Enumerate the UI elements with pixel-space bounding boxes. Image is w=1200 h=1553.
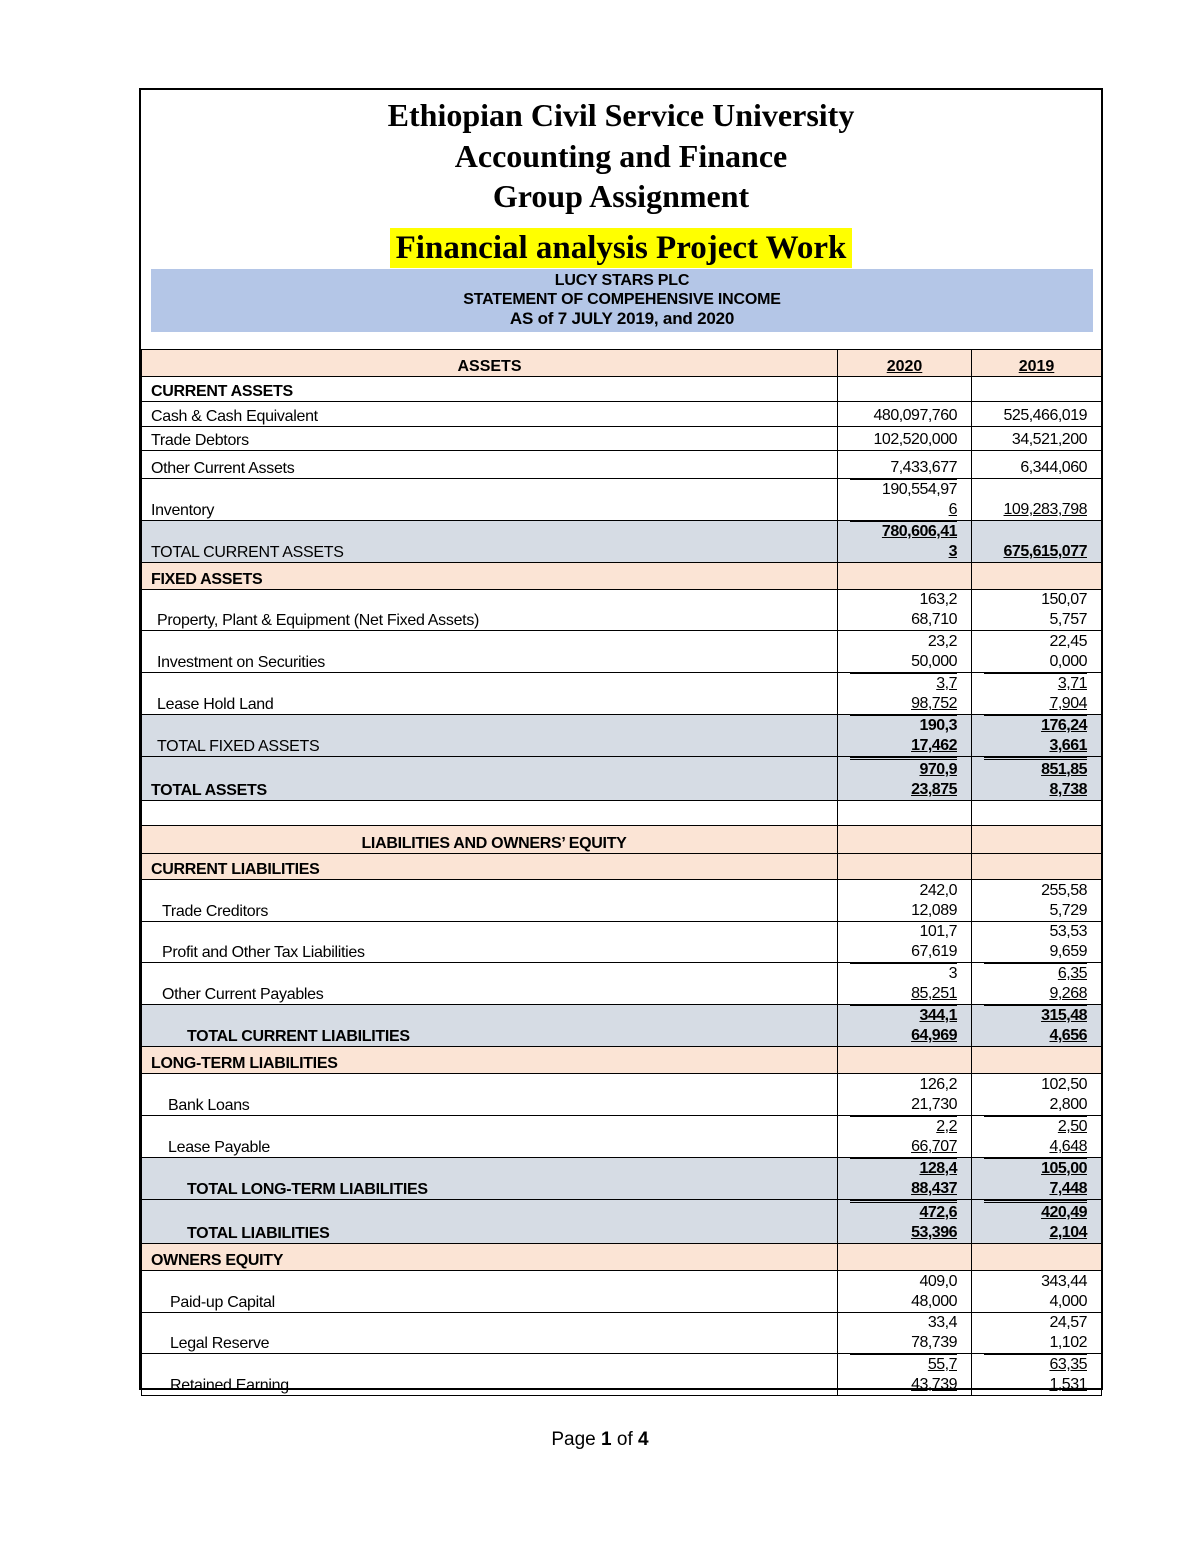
value-2019: 675,615,077 xyxy=(972,521,1102,563)
value-part: 6 xyxy=(948,501,957,518)
value-2020 xyxy=(838,631,972,673)
value-part: 3,7 xyxy=(850,673,957,694)
value-part: 12,089 xyxy=(911,902,957,919)
value-part: 23,875 xyxy=(911,781,957,798)
year-2020-header: 2020 xyxy=(838,350,972,377)
balance-sheet-frame xyxy=(139,88,1103,1394)
project-title: Financial analysis Project Work xyxy=(390,228,853,268)
statement-name: STATEMENT OF COMPEHENSIVE INCOME xyxy=(463,291,781,308)
value-part: 7,448 xyxy=(1049,1180,1087,1197)
value-2019 xyxy=(972,757,1102,801)
value-part: 53,53 xyxy=(1049,923,1087,940)
value-part: 0,000 xyxy=(1049,653,1087,670)
row-label: Legal Reserve xyxy=(142,1313,838,1354)
value-part: 344,1 xyxy=(850,1005,957,1026)
value-part: 50,000 xyxy=(911,653,957,670)
value-part: 163,2 xyxy=(919,591,957,608)
value-part: 126,2 xyxy=(919,1076,957,1093)
row-label: TOTAL LIABILITIES xyxy=(142,1200,838,1244)
value-2019 xyxy=(972,1158,1102,1200)
value-part: 150,07 xyxy=(1041,591,1087,608)
table-row xyxy=(142,563,1102,590)
row-label: Bank Loans xyxy=(142,1074,838,1116)
value-part: 3,71 xyxy=(984,673,1087,694)
value-part: 63,35 xyxy=(984,1354,1087,1375)
value-2020 xyxy=(838,521,972,563)
value-2019: 525,466,019 xyxy=(972,402,1102,427)
value-2020 xyxy=(838,1271,972,1313)
value-2019 xyxy=(972,673,1102,715)
value-part: 343,44 xyxy=(1041,1273,1087,1290)
table-row xyxy=(142,801,1102,826)
assignment-title: Group Assignment xyxy=(492,178,750,214)
value-2020 xyxy=(838,880,972,922)
row-label: Property, Plant & Equipment (Net Fixed Assets) xyxy=(142,590,838,631)
value-2019: 109,283,798 xyxy=(972,479,1102,521)
value-2019 xyxy=(972,880,1102,922)
value-part: 4,648 xyxy=(1049,1138,1087,1155)
value-part: 1,531 xyxy=(1049,1376,1087,1393)
statement-banner xyxy=(151,269,1093,332)
value-part: 88,437 xyxy=(911,1180,957,1197)
value-2019 xyxy=(972,1271,1102,1313)
table-row xyxy=(142,377,1102,402)
value-part: 3 xyxy=(850,963,957,984)
table-row xyxy=(142,451,1102,479)
value-2020 xyxy=(838,1313,972,1354)
row-label: TOTAL LONG-TERM LIABILITIES xyxy=(142,1158,838,1200)
value-part: 2,50 xyxy=(984,1116,1087,1137)
value-part: 33,4 xyxy=(927,1314,957,1331)
row-label: TOTAL ASSETS xyxy=(142,757,838,801)
page-word: Page xyxy=(551,1429,596,1450)
department-title: Accounting and Finance xyxy=(454,138,788,174)
value-part: 5,757 xyxy=(1049,611,1087,628)
long-term-liabilities-title: LONG-TERM LIABILITIES xyxy=(142,1047,838,1074)
value-2019: 34,521,200 xyxy=(972,427,1102,451)
table-row xyxy=(142,1047,1102,1074)
row-label: TOTAL CURRENT LIABILITIES xyxy=(142,1005,838,1047)
value-part: 420,49 xyxy=(984,1200,1087,1223)
value-part: 24,57 xyxy=(1049,1314,1087,1331)
value-part: 102,50 xyxy=(1041,1076,1087,1093)
value-2019 xyxy=(972,922,1102,963)
value-part: 68,710 xyxy=(911,611,957,628)
value-part: 48,000 xyxy=(911,1293,957,1310)
value-2020 xyxy=(838,479,972,521)
value-part: 2,800 xyxy=(1049,1096,1087,1113)
value-part: 8,738 xyxy=(1049,781,1087,798)
value-2020 xyxy=(838,715,972,757)
table-row xyxy=(142,521,1102,563)
table-row xyxy=(142,631,1102,673)
value-part: 9,268 xyxy=(1049,985,1087,1002)
value-2020 xyxy=(838,590,972,631)
row-label: Lease Payable xyxy=(142,1116,838,1158)
owners-equity-title: OWNERS EQUITY xyxy=(142,1244,838,1271)
value-2020 xyxy=(838,1354,972,1396)
value-part: 315,48 xyxy=(984,1005,1087,1026)
value-2019 xyxy=(972,1354,1102,1396)
value-2020 xyxy=(838,1116,972,1158)
company-name: LUCY STARS PLC xyxy=(554,272,690,289)
value-part: 98,752 xyxy=(911,695,957,712)
document-header xyxy=(141,90,1101,347)
value-part: 22,45 xyxy=(1049,633,1087,650)
value-part: 21,730 xyxy=(911,1096,957,1113)
value-part: 780,606,41 xyxy=(850,521,957,542)
value-part: 55,7 xyxy=(850,1354,957,1375)
row-label: TOTAL CURRENT ASSETS xyxy=(142,521,838,563)
row-label: Other Current Assets xyxy=(142,451,838,479)
table-row xyxy=(142,427,1102,451)
row-label: Retained Earning xyxy=(142,1354,838,1396)
value-2019 xyxy=(972,1200,1102,1244)
value-part: 4,656 xyxy=(1049,1027,1087,1044)
value-part: 7,904 xyxy=(1049,695,1087,712)
current-liabilities-title: CURRENT LIABILITIES xyxy=(142,854,838,880)
statement-date: AS of 7 JULY 2019, and 2020 xyxy=(509,309,735,328)
table-header-row xyxy=(142,350,1102,377)
row-label: TOTAL FIXED ASSETS xyxy=(142,715,838,757)
value-2020 xyxy=(838,673,972,715)
table-row xyxy=(142,402,1102,427)
fixed-assets-title: FIXED ASSETS xyxy=(142,563,838,590)
value-2019 xyxy=(972,1313,1102,1354)
value-part: 409,0 xyxy=(919,1273,957,1290)
value-part: 190,3 xyxy=(850,715,957,736)
table-row xyxy=(142,1313,1102,1354)
value-part: 472,6 xyxy=(850,1200,957,1223)
value-part: 255,58 xyxy=(1041,882,1087,899)
value-part: 4,000 xyxy=(1049,1293,1087,1310)
value-2020: 102,520,000 xyxy=(838,427,972,451)
value-part: 970,9 xyxy=(850,757,957,780)
value-part: 242,0 xyxy=(919,882,957,899)
value-part: 6,35 xyxy=(984,963,1087,984)
value-2020: 7,433,677 xyxy=(838,451,972,479)
value-part: 17,462 xyxy=(911,737,957,754)
row-label: Profit and Other Tax Liabilities xyxy=(142,922,838,963)
table-row xyxy=(142,715,1102,757)
value-2020 xyxy=(838,963,972,1005)
page-number: 1 xyxy=(601,1429,612,1450)
table-row xyxy=(142,963,1102,1005)
of-word: of xyxy=(616,1429,633,1450)
value-part: 85,251 xyxy=(911,985,957,1002)
project-title-wrap xyxy=(141,228,1101,268)
current-assets-title: CURRENT ASSETS xyxy=(142,377,838,402)
row-label: Trade Creditors xyxy=(142,880,838,922)
value-part: 5,729 xyxy=(1049,902,1087,919)
value-2019 xyxy=(972,590,1102,631)
value-2020 xyxy=(838,1074,972,1116)
value-part: 851,85 xyxy=(984,757,1087,780)
page-footer xyxy=(0,1429,1200,1451)
value-2020 xyxy=(838,922,972,963)
table-row xyxy=(142,673,1102,715)
value-part: 9,659 xyxy=(1049,943,1087,960)
value-2020 xyxy=(838,1158,972,1200)
value-part: 78,739 xyxy=(911,1334,957,1351)
value-part: 128,4 xyxy=(850,1158,957,1179)
row-label: Lease Hold Land xyxy=(142,673,838,715)
value-part: 43,739 xyxy=(911,1376,957,1393)
table-row xyxy=(142,757,1102,801)
row-label: Cash & Cash Equivalent xyxy=(142,402,838,427)
value-part: 2,2 xyxy=(850,1116,957,1137)
value-part: 105,00 xyxy=(984,1158,1087,1179)
value-part: 3,661 xyxy=(1049,737,1087,754)
table-row xyxy=(142,1158,1102,1200)
year-2019-header: 2019 xyxy=(972,350,1102,377)
value-2019 xyxy=(972,715,1102,757)
value-2019 xyxy=(972,1074,1102,1116)
table-row xyxy=(142,826,1102,854)
value-part: 190,554,97 xyxy=(850,479,957,500)
value-2019 xyxy=(972,1116,1102,1158)
row-label: Paid-up Capital xyxy=(142,1271,838,1313)
table-row xyxy=(142,1244,1102,1271)
value-2019 xyxy=(972,1005,1102,1047)
value-part: 3 xyxy=(948,543,957,560)
table-row xyxy=(142,880,1102,922)
value-part: 66,707 xyxy=(911,1138,957,1155)
value-part: 176,24 xyxy=(984,715,1087,736)
row-label: Other Current Payables xyxy=(142,963,838,1005)
table-row xyxy=(142,854,1102,880)
table-row xyxy=(142,1271,1102,1313)
assets-header: ASSETS xyxy=(142,350,838,377)
table-row xyxy=(142,1354,1102,1396)
row-label: Inventory xyxy=(142,479,838,521)
value-2020 xyxy=(838,1005,972,1047)
row-label: Trade Debtors xyxy=(142,427,838,451)
value-part: 64,969 xyxy=(911,1027,957,1044)
value-part: 101,7 xyxy=(919,923,957,940)
value-part: 2,104 xyxy=(1049,1224,1087,1241)
table-row xyxy=(142,922,1102,963)
table-row xyxy=(142,1116,1102,1158)
value-2019 xyxy=(972,963,1102,1005)
value-2020: 480,097,760 xyxy=(838,402,972,427)
value-part: 23,2 xyxy=(927,633,957,650)
value-2019: 6,344,060 xyxy=(972,451,1102,479)
value-2019 xyxy=(972,631,1102,673)
table-row xyxy=(142,1200,1102,1244)
value-part: 53,396 xyxy=(911,1224,957,1241)
table-row xyxy=(142,1074,1102,1116)
value-part: 1,102 xyxy=(1049,1334,1087,1351)
value-part: 67,619 xyxy=(911,943,957,960)
balance-sheet-table xyxy=(141,349,1102,1396)
liabilities-section-title: LIABILITIES AND OWNERS’ EQUITY xyxy=(142,826,838,854)
table-row xyxy=(142,590,1102,631)
row-label: Investment on Securities xyxy=(142,631,838,673)
university-title: Ethiopian Civil Service University xyxy=(387,97,855,133)
value-2020 xyxy=(838,1200,972,1244)
page-total: 4 xyxy=(638,1429,649,1450)
table-row xyxy=(142,479,1102,521)
table-row xyxy=(142,1005,1102,1047)
value-2020 xyxy=(838,757,972,801)
